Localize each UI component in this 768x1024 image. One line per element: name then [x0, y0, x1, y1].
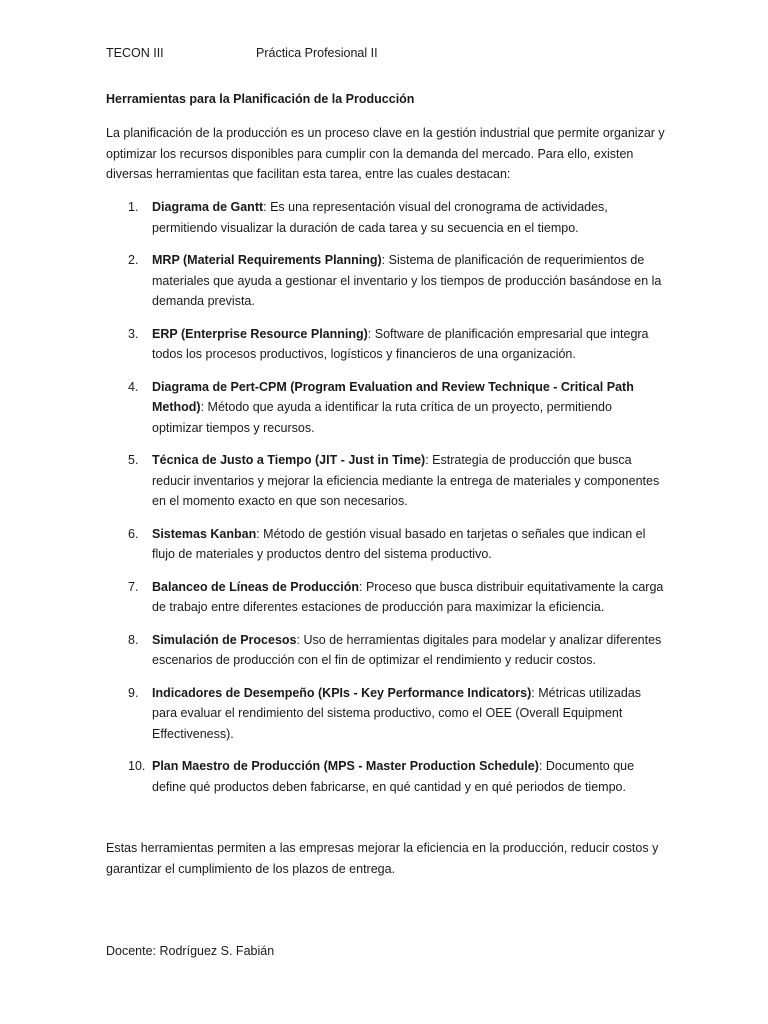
item-description: : Sistema de planificación de requerimientos de materiales que ayuda a gestionar el inventario y los tiempos de producción basándose en la demanda prevista. — [152, 253, 662, 308]
page-header — [106, 46, 666, 64]
list-item — [106, 524, 666, 565]
item-description: : Estrategia de producción que busca reducir inventarios y mejorar la eficiencia mediante la entrega de materiales y componentes en el momento exacto en que son necesarios. — [152, 453, 660, 508]
item-term: ERP (Enterprise Resource Planning) — [152, 326, 368, 341]
item-term: Sistemas Kanban — [152, 526, 257, 541]
list-item — [106, 250, 666, 312]
list-item — [106, 683, 666, 745]
item-number: 1. — [128, 200, 139, 214]
item-term: Simulación de Procesos — [152, 632, 297, 647]
item-description: : Software de planificación empresarial que integra todos los procesos productivos, logísticos y financieros de una organización. — [152, 326, 649, 361]
item-term: MRP (Material Requirements Planning) — [152, 253, 382, 267]
list-item — [106, 377, 666, 439]
item-number: 4. — [128, 379, 139, 394]
item-term: Técnica de Justo a Tiempo (JIT - Just in Time) — [152, 453, 426, 467]
item-term: Balanceo de Líneas de Producción — [152, 579, 360, 594]
item-description: : Proceso que busca distribuir equitativamente la carga de trabajo entre diferentes estaciones de producción para maximizar la eficiencia. — [152, 579, 664, 614]
intro-paragraph: La planificación de la producción es un proceso clave en la gestión industrial que permite organizar y optimizar los recursos disponibles para cumplir con la demanda del mercado. Para ello, existen diversas herramientas que facilitan esta tarea, entre las cuales destacan: — [106, 126, 665, 181]
item-description: : Métricas utilizadas para evaluar el rendimiento del sistema productivo, como el OEE (Overall Equipment Effectiveness). — [152, 685, 642, 741]
item-term: Diagrama de Pert-CPM (Program Evaluation and Review Technique - Critical Path Method) — [152, 379, 634, 414]
tools-list — [106, 197, 666, 809]
item-term: Indicadores de Desempeño (KPIs - Key Performance Indicators) — [152, 685, 532, 700]
list-item — [106, 577, 666, 618]
teacher-signature-line: Docente: Rodríguez S. Fabián — [106, 944, 275, 958]
list-item — [106, 324, 666, 365]
item-number: 3. — [128, 326, 139, 341]
item-description: : Método que ayuda a identificar la ruta crítica de un proyecto, permitiendo optimizar tiempos y recursos. — [152, 400, 612, 435]
item-number: 7. — [128, 579, 139, 594]
list-item — [106, 630, 666, 671]
item-number: 10. — [128, 759, 146, 773]
course-code: TECON III — [106, 46, 164, 60]
item-number: 9. — [128, 685, 139, 700]
course-name: Práctica Profesional II — [256, 46, 378, 60]
list-item — [106, 197, 666, 238]
conclusion-paragraph: Estas herramientas permiten a las empresas mejorar la eficiencia en la producción, reducir costos y garantizar el cumplimiento de los plazos de entrega. — [106, 841, 659, 876]
item-description: : Método de gestión visual basado en tarjetas o señales que indican el flujo de materiales y productos dentro del sistema productivo. — [152, 526, 646, 561]
item-number: 8. — [128, 632, 139, 647]
list-item — [106, 450, 666, 512]
list-item — [106, 756, 666, 797]
item-number: 2. — [128, 253, 139, 267]
item-number: 5. — [128, 453, 139, 467]
item-description: : Uso de herramientas digitales para modelar y analizar diferentes escenarios de producción con el fin de optimizar el rendimiento y reducir costos. — [152, 632, 662, 667]
item-term: Diagrama de Gantt — [152, 200, 264, 214]
item-description: : Documento que define qué productos deben fabricarse, en qué cantidad y en qué periodos de tiempo. — [152, 759, 635, 794]
item-description: : Es una representación visual del cronograma de actividades, permitiendo visualizar la duración de cada tarea y su secuencia en el tiempo. — [152, 200, 608, 235]
item-term: Plan Maestro de Producción (MPS - Master Production Schedule) — [152, 759, 539, 773]
item-number: 6. — [128, 526, 139, 541]
document-title: Herramientas para la Planificación de la Producción — [106, 92, 415, 106]
